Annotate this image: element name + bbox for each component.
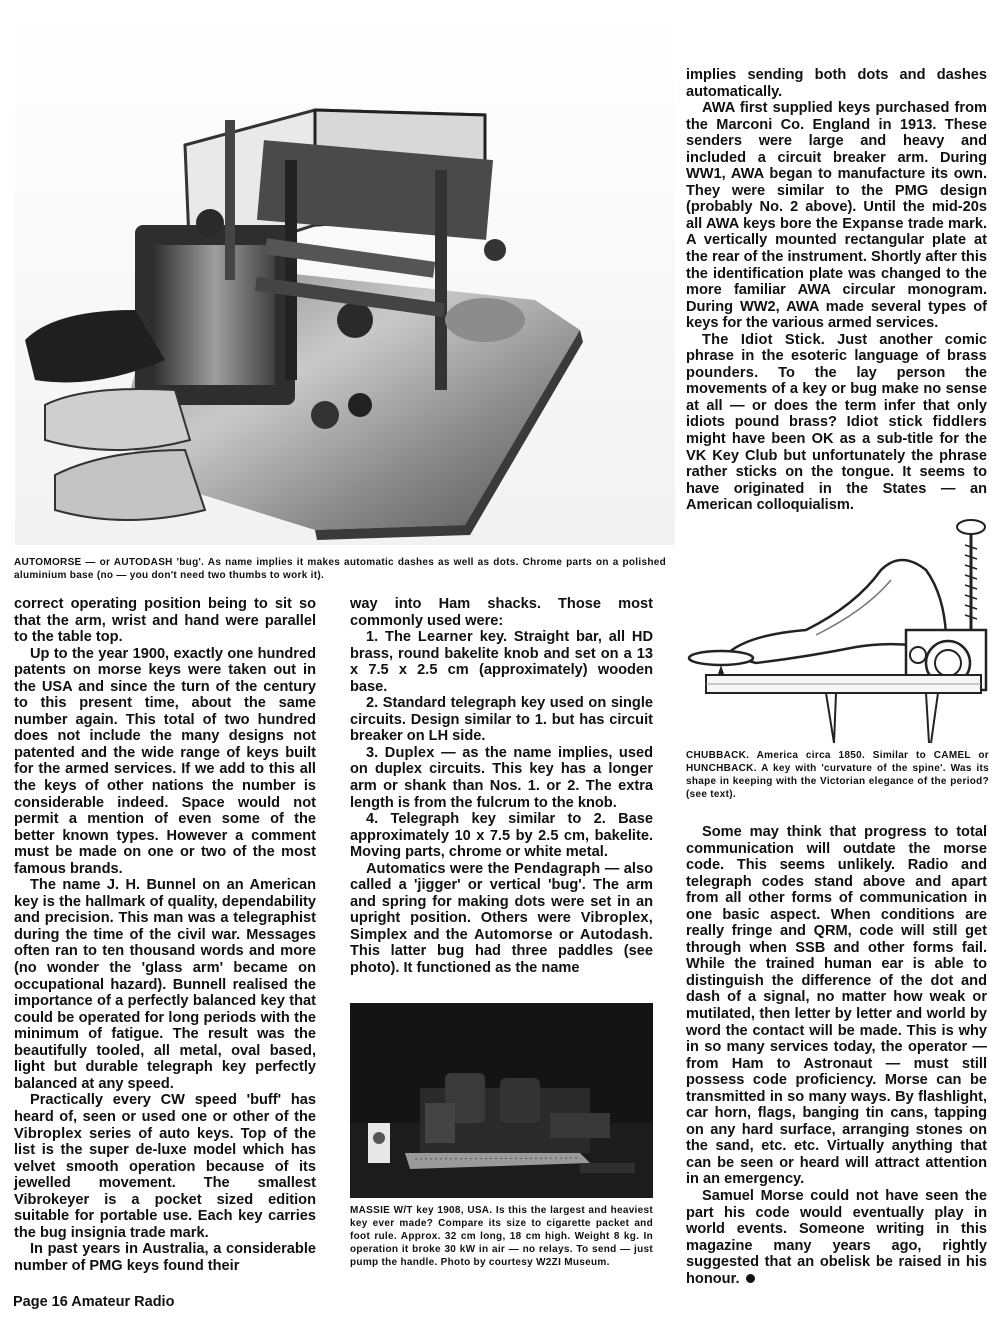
- chubback-caption: CHUBBACK. America circa 1850. Similar to CAMEL or HUNCHBACK. A key with 'curvature of the spine'. Was its shape in keeping with the Victorian elegance of the period? (see text).: [686, 750, 989, 800]
- right-column-top: [686, 67, 987, 514]
- right-column-bottom: [686, 824, 987, 1287]
- paragraph: Automatics were the Pendagraph — also called a 'jigger' or vertical 'bug'. The arm and spring for making dots were set in an upright position. Others were Vibroplex, Simplex and the Automorse or Autodash. This latter bug had three paddles (see photo). It functioned as the name: [350, 860, 654, 977]
- paragraph: implies sending both dots and dashes automatically.: [686, 67, 987, 100]
- list-item: 4. Telegraph key similar to 2. Base approximately 10 x 7.5 by 2.5 cm, bakelite. Moving parts, chrome or white metal.: [350, 811, 653, 861]
- left-column: [14, 596, 316, 1274]
- list-item: 3. Duplex — as the name implies, used on duplex circuits. This key has a longer arm or shank than Nos. 1. or 2. The extra length is from the fulcrum to the knob.: [350, 744, 653, 811]
- paragraph: In past years in Australia, a considerable number of PMG keys found their: [14, 1241, 316, 1274]
- paragraph: The name J. H. Bunnel on an American key is the hallmark of quality, dependability and precision. This man was a telegraphist during the time of the civil war. Messages often ran to ten thousand words and more (no wonder the 'glass arm' became on occupational hazard). Bunnell realised the importance of a perfectly balanced key that could be operated for long periods with the minimum of fatigue. The result was the beautifully tooled, all metal, oval based, light but durable telegraph key perfectly balanced at any speed.: [14, 877, 316, 1092]
- paragraph: Practically every CW speed 'buff' has heard of, seen or used one or other of the Vibroplex series of auto keys. Top of the list is the super de-luxe model which has velvet smooth operation because of its jewelled movement. The smallest Vibrokeyer is a pocket sized edition suitable for portable use. Each key carries the bug insignia trade mark.: [14, 1092, 316, 1241]
- paragraph: correct operating position being to sit so that the arm, wrist and hand were parallel to the table top.: [14, 596, 316, 646]
- massie-caption: MASSIE W/T key 1908, USA. Is this the largest and heaviest key ever made? Compare its size to cigarette packet and foot rule. Approx. 32 cm long, 18 cm high. Weight 8 kg. In operation it broke 30 kW in air — no relays. To send — just pump the handle. Photo by courtesy W2ZI Museum.: [350, 1205, 653, 1268]
- paragraph: way into Ham shacks. Those most commonly used were:: [350, 596, 653, 629]
- end-mark-icon: [746, 1274, 755, 1283]
- paragraph: Some may think that progress to total communication will outdate the morse code. This seems unlikely. Radio and telegraph codes stand above and apart from all other forms of communication in one basic aspect. When conditions are really fringe and QRM, code will still get through when SSB and other forms fail. While the trained human ear is able to distinguish the difference of the dot and dash of a signal, no matter how weak or mutilated, then letter by letter and world by word the contact will be made. This is why in so many services today, the operator — from Ham to Astronaut — must still possess code proficiency. Morse can be transmitted in so many ways. By flashlight, car horn, flags, banging tin cans, tapping on any hard surface, arranging stones on the sand, etc. etc. Virtually anything that can be seen or heard will attract attention in an emergency.: [686, 824, 987, 1188]
- paragraph: Samuel Morse could not have seen the part his code would eventually play in world events. Someone writing in this magazine many years ago, rightly suggested that an obelisk be raised in his honour.: [686, 1188, 987, 1287]
- paragraph: AWA first supplied keys purchased from the Marconi Co. England in 1913. These senders were large and heavy and included a circuit breaker arm. During WW1, AWA began to manufacture its own. They were similar to the PMG design (probably No. 2 above). Until the mid-20s all AWA keys bore the Expanse trade mark. A vertically mounted rectangular plate at the rear of the instrument. Shortly after this the identification plate was changed to the more familiar AWA circular monogram. During WW2, AWA made several types of keys for the various armed services.: [686, 100, 987, 332]
- massie-photo: [350, 1003, 653, 1198]
- chubback-illustration: [686, 515, 991, 745]
- page-footer: Page 16 Amateur Radio: [13, 1294, 175, 1310]
- paragraph: Up to the year 1900, exactly one hundred patents on morse keys were taken out in the USA and since the turn of the century to this present time, about the same number again. This total of two hundred does not include the many designs not patented and the wide range of keys built for the armed services. If we add to this all the keys of other nations the number is considerable indeed. Space would not permit a mention of even some of the better known types. However a comment must be made on one or two of the most famous brands.: [14, 645, 316, 877]
- list-item: 2. Standard telegraph key used on single circuits. Design similar to 1. but has circuit breaker on LH side.: [350, 695, 653, 745]
- list-item: 1. The Learner key. Straight bar, all HD brass, round bakelite knob and set on a 13 x 7.5 x 2.5 cm (approximately) wooden base.: [350, 629, 653, 695]
- automorse-caption: AUTOMORSE — or AUTODASH 'bug'. As name implies it makes automatic dashes as well as dots. Chrome parts on a polished aluminium base (no — you don't need two thumbs to work it).: [14, 557, 666, 581]
- paragraph: The Idiot Stick. Just another comic phrase in the esoteric language of brass pounders. To the lay person the movements of a key or bug make no sense at all — or does the term infer that only idiots pound brass? Idiot stick fiddlers might have been OK as a sub-title for the VK Key Club but unfortunately the phrase rather sticks on the tongue. It seems to have originated in the States — an American colloquialism.: [686, 331, 987, 514]
- middle-column: [350, 596, 653, 977]
- automorse-photo: [15, 10, 675, 545]
